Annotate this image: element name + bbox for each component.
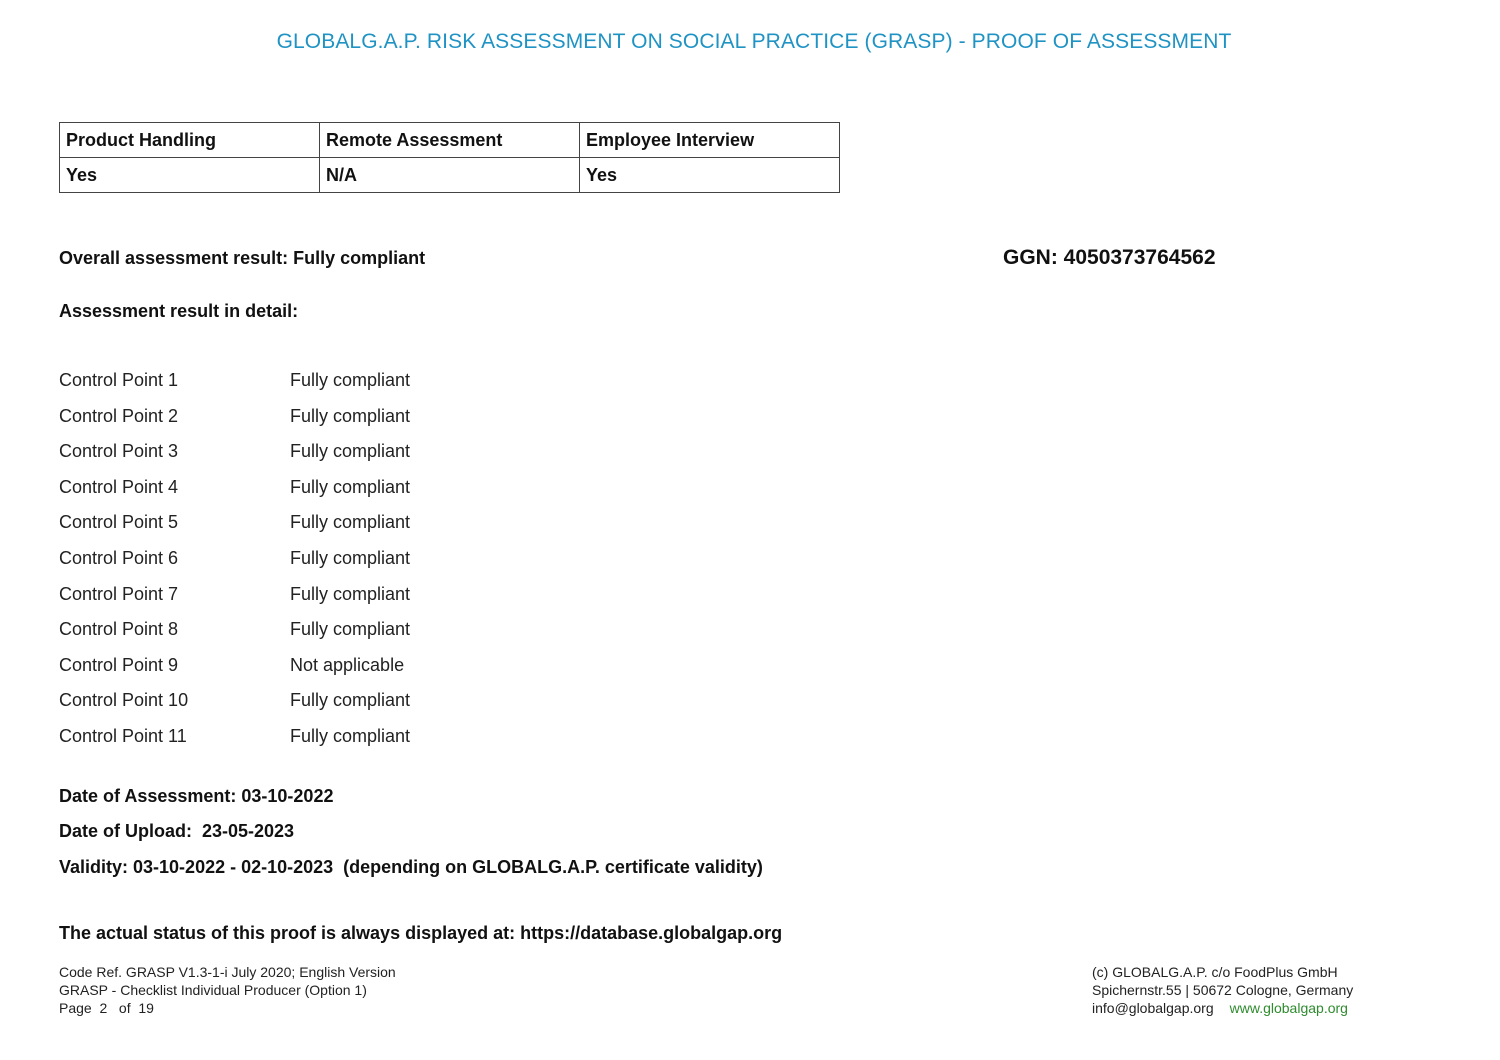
control-point-label: Control Point 2: [59, 405, 179, 426]
footer-code-ref: Code Ref. GRASP V1.3-1-i July 2020; English Version: [59, 964, 396, 980]
header-product-handling: Product Handling: [60, 123, 320, 158]
status-note: The actual status of this proof is always displayed at: https://database.globalgap.org: [59, 923, 783, 943]
control-point-status: Fully compliant: [290, 690, 411, 711]
control-point-label: Control Point 5: [59, 512, 179, 533]
list-item: [59, 690, 410, 726]
list-item: [59, 655, 410, 691]
control-point-status: Fully compliant: [290, 441, 411, 462]
control-point-label: Control Point 7: [59, 583, 179, 604]
value-employee-interview: Yes: [580, 158, 840, 193]
list-item: [59, 477, 410, 513]
date-of-assessment: Date of Assessment: 03-10-2022: [59, 786, 334, 806]
control-point-status: Fully compliant: [290, 370, 411, 390]
table-row: [60, 158, 840, 193]
footer-website-link[interactable]: www.globalgap.org: [1229, 1000, 1348, 1016]
header-remote-assessment: Remote Assessment: [320, 123, 580, 158]
date-of-upload: Date of Upload: 23-05-2023: [59, 821, 295, 841]
control-point-label: Control Point 1: [59, 370, 179, 390]
ggn-number: GGN: 4050373764562: [1003, 246, 1216, 269]
control-point-label: Control Point 6: [59, 547, 179, 568]
control-point-status: Fully compliant: [290, 583, 411, 604]
list-item: [59, 406, 410, 442]
header-employee-interview: Employee Interview: [580, 123, 840, 158]
footer-company: (c) GLOBALG.A.P. c/o FoodPlus GmbH: [1092, 964, 1338, 980]
control-point-label: Control Point 3: [59, 441, 179, 462]
control-point-status: Not applicable: [290, 654, 405, 675]
control-point-label: Control Point 10: [59, 690, 189, 711]
overall-result: Overall assessment result: Fully compliant: [59, 248, 426, 268]
value-remote-assessment: N/A: [320, 158, 580, 193]
list-item: [59, 726, 410, 762]
assessment-info-table: [59, 122, 840, 193]
list-item: [59, 512, 410, 548]
footer-contact: [1092, 999, 1353, 1017]
footer-checklist: GRASP - Checklist Individual Producer (Option 1): [59, 982, 367, 998]
list-item: [59, 370, 410, 406]
control-point-status: Fully compliant: [290, 405, 411, 426]
control-point-list: [59, 370, 410, 762]
validity: Validity: 03-10-2022 - 02-10-2023 (depending on GLOBALG.A.P. certificate validity): [59, 857, 763, 877]
control-point-status: Fully compliant: [290, 512, 411, 533]
control-point-status: Fully compliant: [290, 547, 411, 568]
footer-address: Spichernstr.55 | 50672 Cologne, Germany: [1092, 982, 1354, 998]
detail-heading: Assessment result in detail:: [59, 301, 299, 321]
footer-email[interactable]: info@globalgap.org: [1092, 1000, 1214, 1016]
list-item: [59, 548, 410, 584]
list-item: [59, 584, 410, 620]
control-point-status: Fully compliant: [290, 476, 411, 497]
value-product-handling: Yes: [60, 158, 320, 193]
control-point-label: Control Point 8: [59, 619, 179, 640]
control-point-status: Fully compliant: [290, 619, 411, 640]
footer-page-number: Page 2 of 19: [59, 1000, 154, 1016]
footer-right: [1092, 963, 1353, 1017]
list-item: [59, 441, 410, 477]
footer-left: [59, 963, 396, 1017]
list-item: [59, 619, 410, 655]
table-header-row: [60, 123, 840, 158]
control-point-status: Fully compliant: [290, 725, 411, 746]
control-point-label: Control Point 9: [59, 654, 179, 675]
control-point-label: Control Point 11: [59, 725, 187, 746]
control-point-label: Control Point 4: [59, 476, 179, 497]
document-title: GLOBALG.A.P. RISK ASSESSMENT ON SOCIAL PRACTICE (GRASP) - PROOF OF ASSESSMENT: [276, 30, 1232, 53]
